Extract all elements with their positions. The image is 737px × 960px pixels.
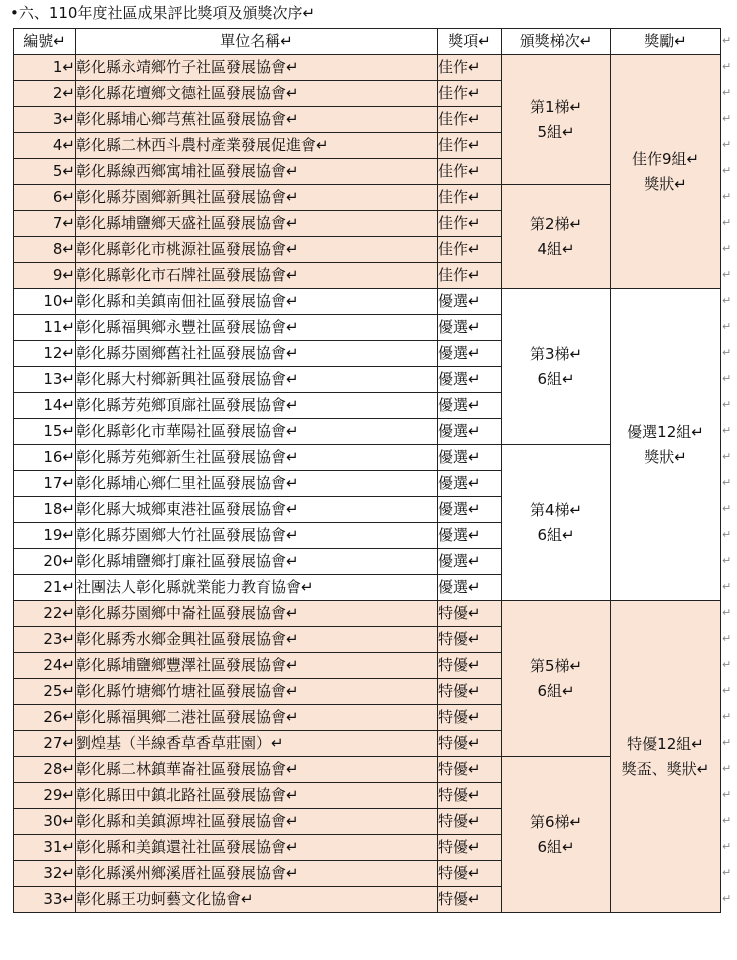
unit-name: 彰化縣溪州鄉溪厝社區發展協會↵	[76, 861, 438, 887]
unit-name: 彰化縣埔鹽鄉打廉社區發展協會↵	[76, 549, 438, 575]
tier-count: 6組↵	[537, 525, 575, 544]
row-number: 31↵	[14, 835, 76, 861]
paragraph-mark: ↵	[722, 268, 732, 281]
paragraph-mark: ↵	[722, 346, 732, 359]
unit-name: 彰化縣和美鎮源埤社區發展協會↵	[76, 809, 438, 835]
award-item: 優選↵	[438, 497, 502, 523]
tier-label: 第2梯↵	[529, 214, 583, 233]
paragraph-mark: ↵	[722, 632, 732, 645]
unit-name: 彰化縣竹塘鄉竹塘社區發展協會↵	[76, 679, 438, 705]
row-number: 11↵	[14, 315, 76, 341]
paragraph-mark: ↵	[722, 840, 732, 853]
prize-label: 優選12組↵	[627, 422, 704, 441]
tier-count: 6組↵	[537, 369, 575, 388]
tier-cell	[502, 757, 611, 913]
tier-cell	[502, 601, 611, 757]
award-item: 優選↵	[438, 471, 502, 497]
award-item: 優選↵	[438, 575, 502, 601]
tier-count: 6組↵	[537, 837, 575, 856]
paragraph-mark: ↵	[722, 450, 732, 463]
award-item: 優選↵	[438, 367, 502, 393]
row-number: 27↵	[14, 731, 76, 757]
unit-name: 彰化縣和美鎮南佃社區發展協會↵	[76, 289, 438, 315]
table-row	[14, 55, 721, 81]
tier-label: 第6梯↵	[529, 812, 583, 831]
row-number: 15↵	[14, 419, 76, 445]
unit-name: 彰化縣二林鎮華崙社區發展協會↵	[76, 757, 438, 783]
row-number: 10↵	[14, 289, 76, 315]
paragraph-mark: ↵	[722, 788, 732, 801]
prize-reward: 獎狀↵	[644, 447, 687, 466]
unit-name: 彰化縣芬園鄉大竹社區發展協會↵	[76, 523, 438, 549]
row-number: 3↵	[14, 107, 76, 133]
unit-name: 彰化縣福興鄉永豐社區發展協會↵	[76, 315, 438, 341]
row-number: 9↵	[14, 263, 76, 289]
paragraph-mark: ↵	[722, 814, 732, 827]
paragraph-mark: ↵	[722, 60, 732, 73]
table-row	[14, 289, 721, 315]
prize-cell	[611, 289, 721, 601]
paragraph-mark: ↵	[722, 190, 732, 203]
tier-label: 第3梯↵	[529, 344, 583, 363]
paragraph-mark: ↵	[722, 398, 732, 411]
award-item: 佳作↵	[438, 211, 502, 237]
paragraph-mark: ↵	[722, 684, 732, 697]
row-end-marks	[722, 28, 734, 912]
header-no: 編號↵	[14, 29, 76, 55]
row-number: 33↵	[14, 887, 76, 913]
unit-name: 彰化縣芳苑鄉頂廍社區發展協會↵	[76, 393, 438, 419]
award-item: 特優↵	[438, 757, 502, 783]
award-item: 特優↵	[438, 627, 502, 653]
row-number: 28↵	[14, 757, 76, 783]
row-number: 18↵	[14, 497, 76, 523]
unit-name: 彰化縣大城鄉東港社區發展協會↵	[76, 497, 438, 523]
award-item: 佳作↵	[438, 107, 502, 133]
unit-name: 彰化縣芬園鄉中崙社區發展協會↵	[76, 601, 438, 627]
paragraph-mark: ↵	[722, 476, 732, 489]
unit-name: 彰化縣線西鄉寓埔社區發展協會↵	[76, 159, 438, 185]
paragraph-mark: ↵	[722, 372, 732, 385]
row-number: 22↵	[14, 601, 76, 627]
tier-label: 第1梯↵	[529, 97, 583, 116]
prize-cell	[611, 55, 721, 289]
row-number: 20↵	[14, 549, 76, 575]
award-item: 佳作↵	[438, 185, 502, 211]
prize-cell	[611, 601, 721, 913]
header-tier: 頒獎梯次↵	[502, 29, 611, 55]
paragraph-mark: ↵	[722, 528, 732, 541]
tier-count: 6組↵	[537, 681, 575, 700]
tier-label: 第4梯↵	[529, 500, 583, 519]
header-prize: 獎勵↵	[611, 29, 721, 55]
row-number: 8↵	[14, 237, 76, 263]
row-number: 7↵	[14, 211, 76, 237]
paragraph-mark: ↵	[722, 554, 732, 567]
unit-name: 彰化縣彰化市華陽社區發展協會↵	[76, 419, 438, 445]
unit-name: 劉煌基（半線香草香草莊園）↵	[76, 731, 438, 757]
unit-name: 彰化縣埔心鄉芎蕉社區發展協會↵	[76, 107, 438, 133]
paragraph-mark: ↵	[722, 502, 732, 515]
paragraph-mark: ↵	[722, 424, 732, 437]
header-row	[14, 29, 721, 55]
paragraph-mark: ↵	[722, 138, 732, 151]
paragraph-mark: ↵	[722, 606, 732, 619]
award-item: 特優↵	[438, 679, 502, 705]
unit-name: 社團法人彰化縣就業能力教育協會↵	[76, 575, 438, 601]
award-item: 佳作↵	[438, 81, 502, 107]
paragraph-mark: ↵	[722, 164, 732, 177]
award-item: 特優↵	[438, 653, 502, 679]
row-number: 25↵	[14, 679, 76, 705]
award-item: 佳作↵	[438, 263, 502, 289]
unit-name: 彰化縣彰化市石牌社區發展協會↵	[76, 263, 438, 289]
award-item: 佳作↵	[438, 133, 502, 159]
unit-name: 彰化縣芳苑鄉新生社區發展協會↵	[76, 445, 438, 471]
row-number: 5↵	[14, 159, 76, 185]
paragraph-mark: ↵	[722, 866, 732, 879]
award-item: 優選↵	[438, 341, 502, 367]
award-item: 特優↵	[438, 887, 502, 913]
tier-count: 5組↵	[537, 122, 575, 141]
row-number: 12↵	[14, 341, 76, 367]
award-item: 特優↵	[438, 731, 502, 757]
table-body	[14, 55, 721, 913]
unit-name: 彰化縣芬園鄉舊社社區發展協會↵	[76, 341, 438, 367]
awards-table	[13, 28, 721, 913]
award-item: 佳作↵	[438, 159, 502, 185]
award-item: 優選↵	[438, 419, 502, 445]
row-number: 2↵	[14, 81, 76, 107]
row-number: 1↵	[14, 55, 76, 81]
award-item: 優選↵	[438, 523, 502, 549]
unit-name: 彰化縣和美鎮還社社區發展協會↵	[76, 835, 438, 861]
header-item: 獎項↵	[438, 29, 502, 55]
unit-name: 彰化縣埔心鄉仁里社區發展協會↵	[76, 471, 438, 497]
paragraph-mark: ↵	[722, 320, 732, 333]
prize-label: 特優12組↵	[627, 734, 704, 753]
row-number: 23↵	[14, 627, 76, 653]
paragraph-mark: ↵	[722, 892, 732, 905]
unit-name: 彰化縣二林西斗農村產業發展促進會↵	[76, 133, 438, 159]
unit-name: 彰化縣福興鄉二港社區發展協會↵	[76, 705, 438, 731]
award-item: 特優↵	[438, 861, 502, 887]
award-item: 優選↵	[438, 549, 502, 575]
paragraph-mark: ↵	[722, 658, 732, 671]
paragraph-mark: ↵	[722, 112, 732, 125]
tier-cell	[502, 289, 611, 445]
unit-name: 彰化縣秀水鄉金興社區發展協會↵	[76, 627, 438, 653]
award-item: 特優↵	[438, 601, 502, 627]
award-item: 優選↵	[438, 289, 502, 315]
row-number: 24↵	[14, 653, 76, 679]
paragraph-mark: ↵	[722, 294, 732, 307]
prize-reward: 獎盃、獎狀↵	[621, 759, 710, 778]
paragraph-mark: ↵	[722, 580, 732, 593]
row-number: 29↵	[14, 783, 76, 809]
paragraph-mark: ↵	[722, 216, 732, 229]
tier-cell	[502, 445, 611, 601]
row-number: 13↵	[14, 367, 76, 393]
award-item: 特優↵	[438, 809, 502, 835]
prize-reward: 獎狀↵	[644, 174, 687, 193]
award-item: 特優↵	[438, 835, 502, 861]
award-item: 佳作↵	[438, 55, 502, 81]
award-item: 優選↵	[438, 393, 502, 419]
row-number: 17↵	[14, 471, 76, 497]
row-number: 32↵	[14, 861, 76, 887]
row-number: 4↵	[14, 133, 76, 159]
row-number: 30↵	[14, 809, 76, 835]
row-number: 26↵	[14, 705, 76, 731]
tier-cell	[502, 185, 611, 289]
tier-cell	[502, 55, 611, 185]
row-number: 16↵	[14, 445, 76, 471]
paragraph-mark: ↵	[722, 710, 732, 723]
paragraph-mark: ↵	[722, 736, 732, 749]
unit-name: 彰化縣芬園鄉新興社區發展協會↵	[76, 185, 438, 211]
row-number: 21↵	[14, 575, 76, 601]
award-item: 特優↵	[438, 783, 502, 809]
row-number: 14↵	[14, 393, 76, 419]
tier-label: 第5梯↵	[529, 656, 583, 675]
unit-name: 彰化縣王功蚵藝文化協會↵	[76, 887, 438, 913]
award-item: 優選↵	[438, 315, 502, 341]
paragraph-mark: ↵	[722, 34, 732, 47]
unit-name: 彰化縣田中鎮北路社區發展協會↵	[76, 783, 438, 809]
table-row	[14, 601, 721, 627]
header-name: 單位名稱↵	[76, 29, 438, 55]
paragraph-mark: ↵	[722, 86, 732, 99]
unit-name: 彰化縣埔鹽鄉天盛社區發展協會↵	[76, 211, 438, 237]
section-heading: •六、110年度社區成果評比獎項及頒獎次序↵	[10, 4, 316, 22]
unit-name: 彰化縣埔鹽鄉豐澤社區發展協會↵	[76, 653, 438, 679]
unit-name: 彰化縣大村鄉新興社區發展協會↵	[76, 367, 438, 393]
prize-label: 佳作9組↵	[631, 149, 700, 168]
award-item: 優選↵	[438, 445, 502, 471]
award-item: 佳作↵	[438, 237, 502, 263]
tier-count: 4組↵	[537, 239, 575, 258]
unit-name: 彰化縣永靖鄉竹子社區發展協會↵	[76, 55, 438, 81]
award-item: 特優↵	[438, 705, 502, 731]
unit-name: 彰化縣彰化市桃源社區發展協會↵	[76, 237, 438, 263]
paragraph-mark: ↵	[722, 242, 732, 255]
unit-name: 彰化縣花壇鄉文德社區發展協會↵	[76, 81, 438, 107]
paragraph-mark: ↵	[722, 762, 732, 775]
row-number: 19↵	[14, 523, 76, 549]
row-number: 6↵	[14, 185, 76, 211]
